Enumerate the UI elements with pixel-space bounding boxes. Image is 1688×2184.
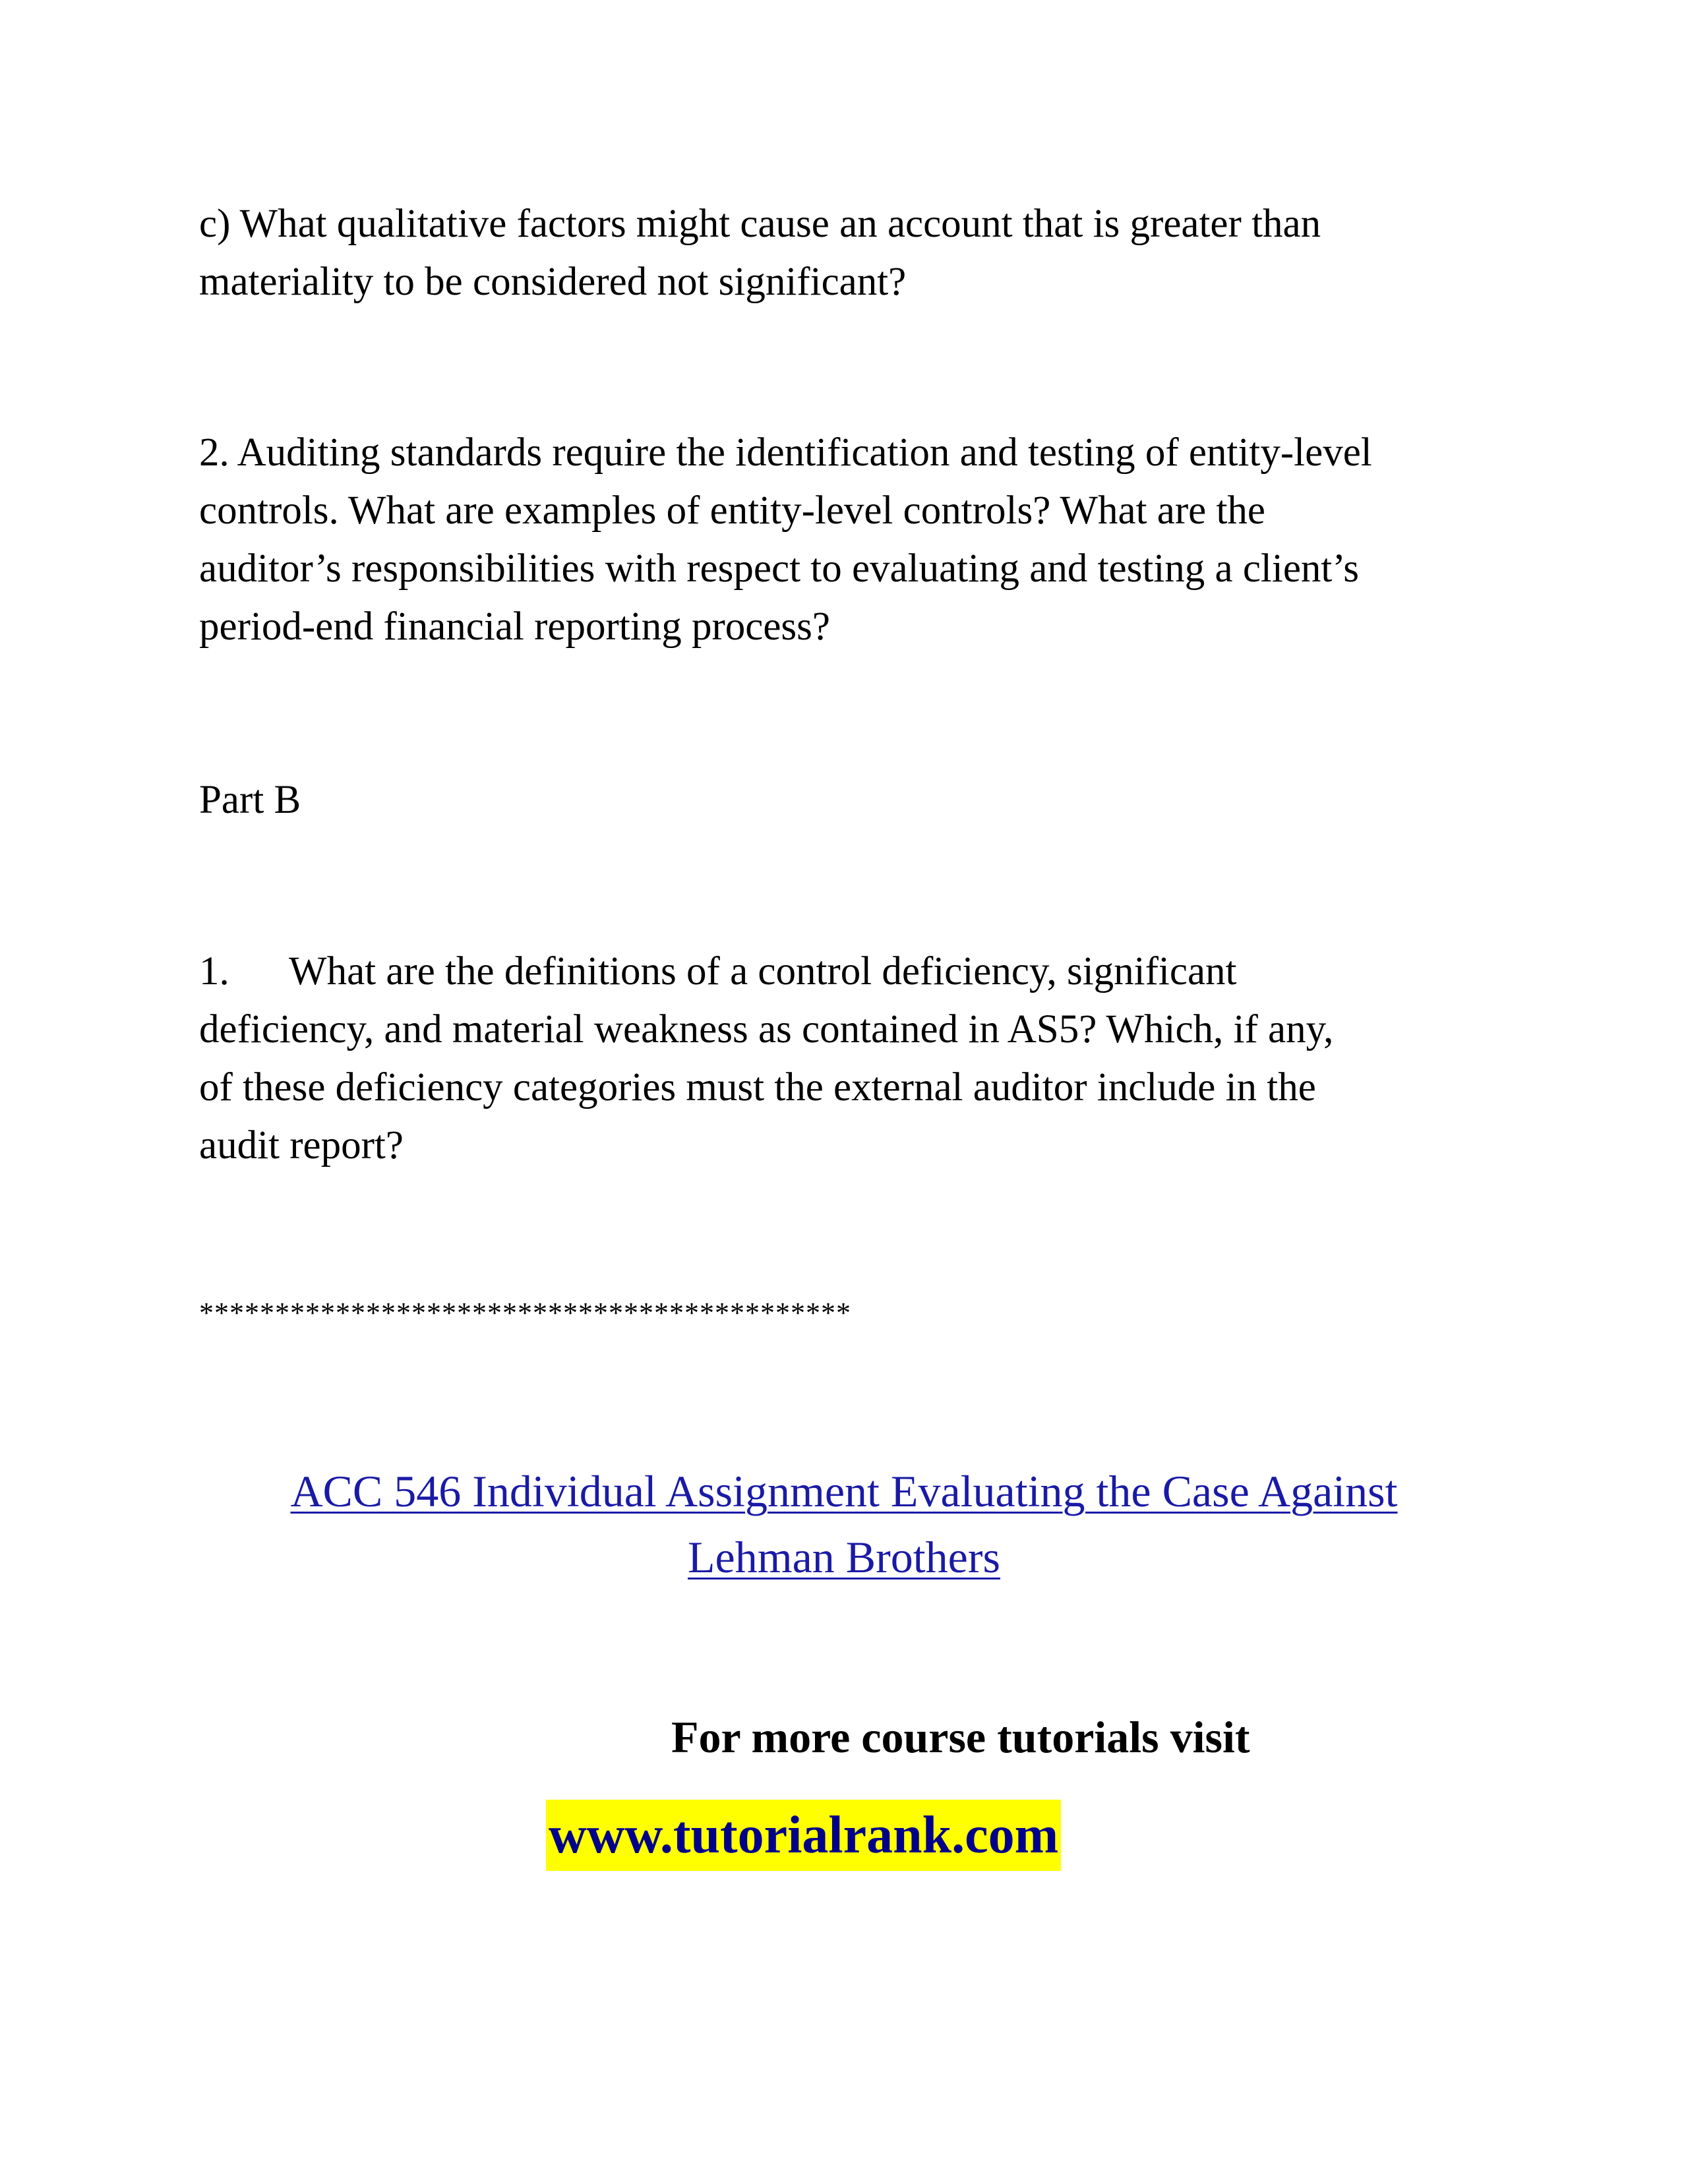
question-b1-line: of these deficiency categories must the external auditor include in the <box>199 1065 1316 1109</box>
question-number: 1. <box>199 949 229 993</box>
question-b1 <box>199 943 1544 1175</box>
question-2 <box>199 424 1544 656</box>
link-line: ACC 546 Individual Assignment Evaluating the Case Against <box>290 1466 1398 1516</box>
question-b1-line: audit report? <box>199 1123 404 1167</box>
question-b1-line: deficiency, and material weakness as contained in AS5? Which, if any, <box>199 1007 1334 1051</box>
part-b-heading: Part B <box>199 778 301 822</box>
question-c-line: c) What qualitative factors might cause an account that is greater than <box>199 202 1321 246</box>
question-c <box>199 195 1544 311</box>
next-assignment-link-block <box>0 1458 1688 1590</box>
question-2-line: auditor’s responsibilities with respect to evaluating and testing a client’s <box>199 546 1360 591</box>
asterisk-separator: ******************************************* <box>199 1297 851 1329</box>
promo-visit-text: For more course tutorials visit <box>671 1712 1250 1762</box>
promo-website[interactable]: www.tutorialrank.com <box>546 1800 1061 1871</box>
question-b1-first-line: What are the definitions of a control deficiency, significant <box>289 949 1237 993</box>
question-c-line: materiality to be considered not significant? <box>199 260 907 304</box>
link-line: Lehman Brothers <box>688 1532 1000 1582</box>
question-b1-line <box>199 943 1544 1001</box>
question-2-line: period-end financial reporting process? <box>199 605 830 649</box>
next-assignment-link[interactable] <box>0 1458 1688 1590</box>
question-2-line: 2. Auditing standards require the identification and testing of entity-level <box>199 430 1372 475</box>
question-2-line: controls. What are examples of entity-level controls? What are the <box>199 488 1266 533</box>
